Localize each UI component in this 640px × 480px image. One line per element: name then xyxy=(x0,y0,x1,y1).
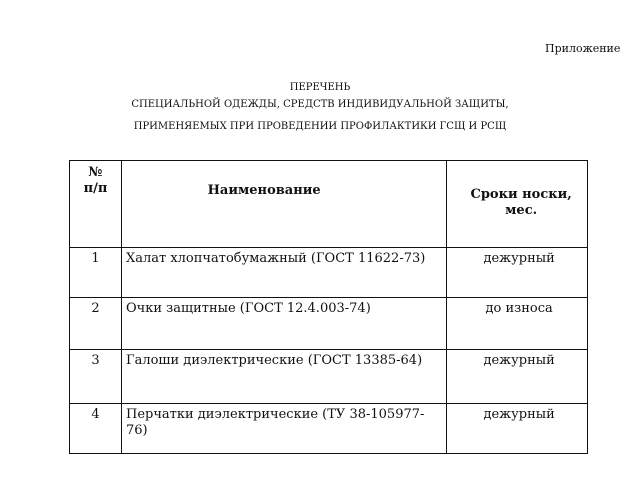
row-name: Галоши диэлектрические (ГОСТ 13385-64) xyxy=(121,350,446,404)
table-row xyxy=(70,298,588,350)
header-term-cell: Сроки носки, мес. xyxy=(447,161,588,248)
row-name: Очки защитные (ГОСТ 12.4.003-74) xyxy=(121,298,446,350)
header-number-cell xyxy=(70,161,122,248)
document-title: ПЕРЕЧЕНЬ xyxy=(289,82,351,93)
row-term: дежурный xyxy=(447,350,588,404)
table-row xyxy=(70,350,588,404)
row-name: Халат хлопчатобумажный (ГОСТ 11622-73) xyxy=(121,248,446,298)
row-term: до износа xyxy=(447,298,588,350)
row-number: 3 xyxy=(70,350,122,404)
ppe-table xyxy=(69,160,588,454)
table-header-row xyxy=(70,161,588,248)
header-name-cell: Наименование xyxy=(121,161,446,248)
document-subtitle-line-1: СПЕЦИАЛЬНОЙ ОДЕЖДЫ, СРЕДСТВ ИНДИВИДУАЛЬНОЙ ЗАЩИТЫ, xyxy=(131,99,509,110)
row-number: 2 xyxy=(70,298,122,350)
row-number: 1 xyxy=(70,248,122,298)
table-row xyxy=(70,404,588,454)
appendix-label: Приложение xyxy=(545,42,621,55)
row-number: 4 xyxy=(70,404,122,454)
header-number-abbrev: п/п xyxy=(83,181,108,196)
header-number-symbol: № xyxy=(88,165,103,180)
row-term: дежурный xyxy=(447,404,588,454)
document-subtitle-line-2: ПРИМЕНЯЕМЫХ ПРИ ПРОВЕДЕНИИ ПРОФИЛАКТИКИ ГСЩ И РСЩ xyxy=(133,121,507,132)
row-name: Перчатки диэлектрические (ТУ 38-105977-76) xyxy=(121,404,446,454)
row-term: дежурный xyxy=(447,248,588,298)
table-row xyxy=(70,248,588,298)
